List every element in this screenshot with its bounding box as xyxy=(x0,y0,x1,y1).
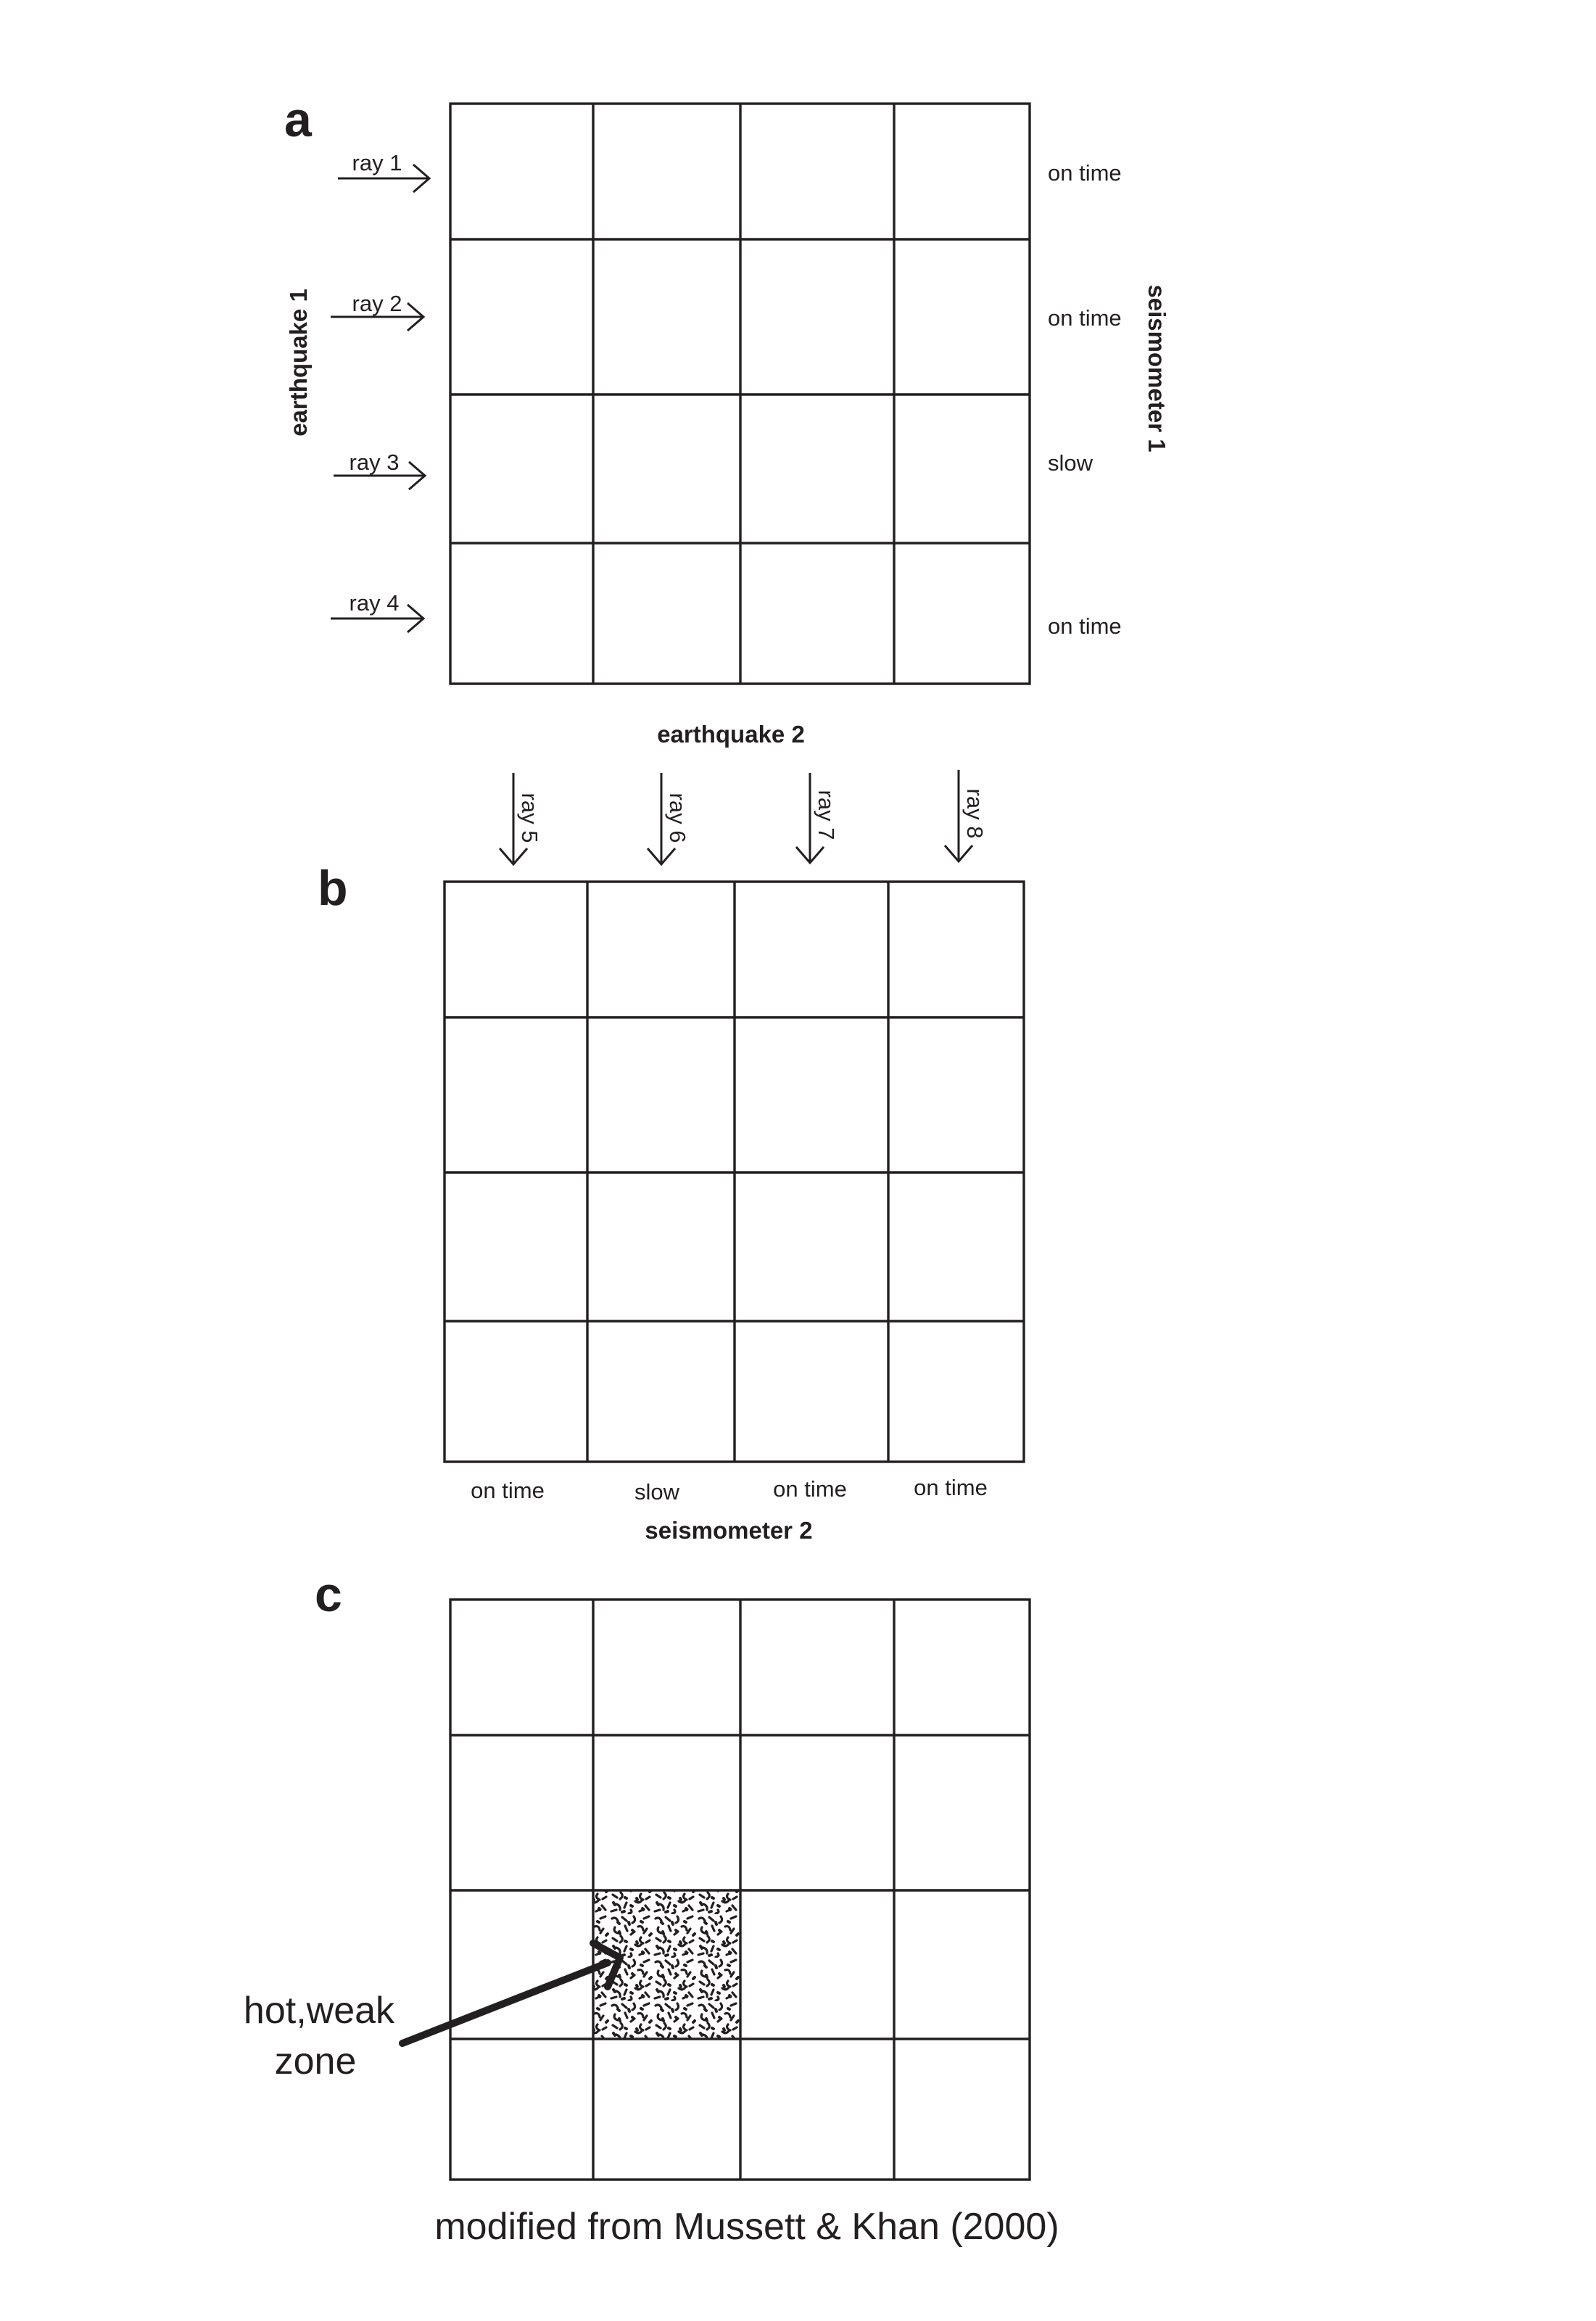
ray-3 xyxy=(334,450,425,489)
zone-label-line2: zone xyxy=(274,2040,357,2082)
ray-2-label: ray 2 xyxy=(352,291,402,316)
ray-8 xyxy=(945,770,988,861)
credit-text: modified from Mussett & Khan (2000) xyxy=(434,2206,1059,2248)
earthquake-2-label: earthquake 2 xyxy=(657,721,805,748)
panel-c-letter: c xyxy=(315,1567,342,1622)
ray-6-label: ray 6 xyxy=(665,793,690,843)
panel-a-letter: a xyxy=(284,92,312,147)
ray-1 xyxy=(338,150,429,192)
seismometer-1-label: seismometer 1 xyxy=(1144,284,1170,452)
ray-2-result: on time xyxy=(1048,305,1122,331)
panel-c-grid xyxy=(450,1600,1030,2180)
ray-4-label: ray 4 xyxy=(349,590,400,616)
ray-1-label: ray 1 xyxy=(352,150,402,175)
ray-3-label: ray 3 xyxy=(349,450,400,475)
ray-1-result: on time xyxy=(1048,160,1122,186)
panel-a-grid xyxy=(450,104,1030,684)
panel-b-letter: b xyxy=(318,861,348,916)
earthquake-1-label: earthquake 1 xyxy=(285,289,312,437)
ray-6 xyxy=(648,773,690,864)
ray-5 xyxy=(500,773,542,864)
ray-7-result: on time xyxy=(773,1476,847,1502)
ray-6-result: slow xyxy=(634,1479,680,1505)
ray-8-label: ray 8 xyxy=(962,788,988,839)
zone-label-line1: hot,weak xyxy=(243,1990,395,2032)
ray-2 xyxy=(331,291,423,331)
ray-7 xyxy=(796,773,839,863)
panel-c xyxy=(244,1567,1030,2180)
panel-a xyxy=(284,92,1170,684)
ray-8-result: on time xyxy=(914,1475,988,1500)
ray-3-result: slow xyxy=(1048,450,1093,476)
ray-7-label: ray 7 xyxy=(814,790,839,840)
ray-5-label: ray 5 xyxy=(517,793,542,843)
zone-pointer-arrow xyxy=(402,1943,620,2043)
ray-5-result: on time xyxy=(471,1478,545,1503)
ray-4-result: on time xyxy=(1048,613,1122,639)
panel-b xyxy=(318,721,1024,1544)
ray-4 xyxy=(331,590,423,632)
seismometer-2-label: seismometer 2 xyxy=(645,1517,813,1544)
panel-b-grid xyxy=(445,882,1024,1462)
